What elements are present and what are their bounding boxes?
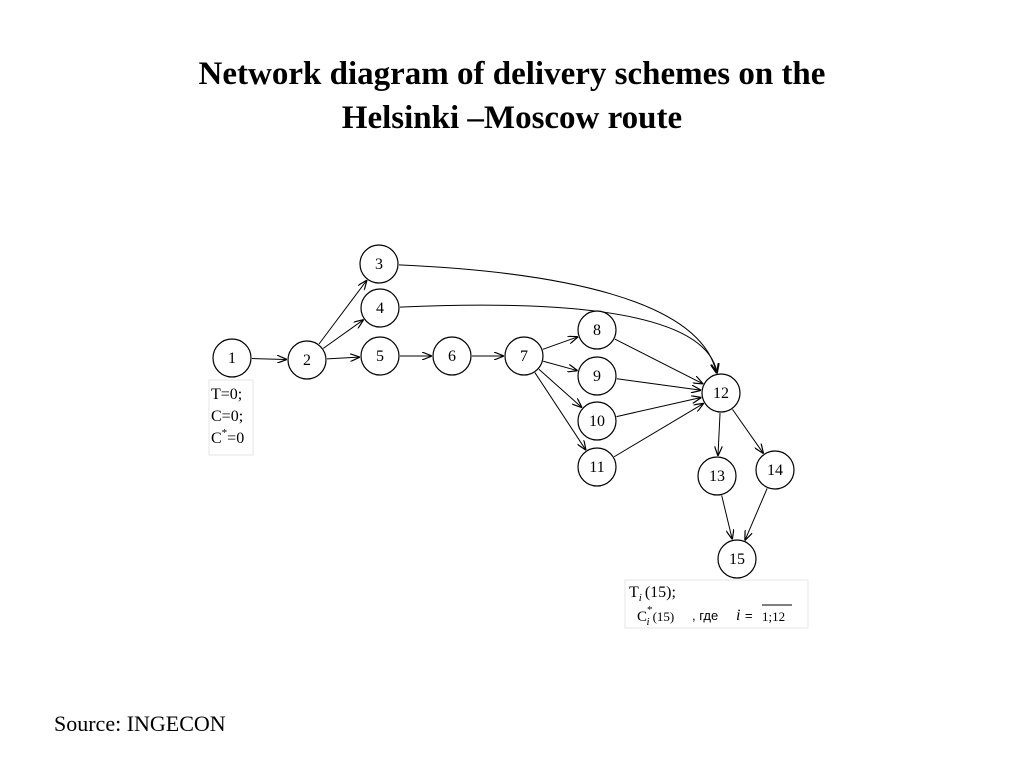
end-c: C* i (15) [637,604,675,628]
title-line-2: Helsinki –Moscow route [341,100,683,136]
edge-7-to-8 [543,337,577,349]
edge-2-to-5 [327,357,359,359]
node-11-label: 11 [589,459,605,476]
node-5 [361,337,399,375]
node-2-label: 2 [303,352,311,369]
node-12 [702,374,740,412]
edge-10-to-12 [617,398,701,417]
node-15 [718,540,756,578]
node-10-label: 10 [589,413,605,430]
node-7 [505,337,543,375]
node-1-label: 1 [228,350,236,367]
node-6 [433,337,471,375]
end-where: , где [692,608,719,623]
edge-14-to-15 [745,488,767,539]
node-15-label: 15 [729,551,745,568]
edge-9-to-12 [617,379,700,390]
node-9 [578,357,616,395]
node-13 [698,457,736,495]
end-range: 1;12 [762,609,786,624]
edge-7-to-9 [543,361,576,370]
node-9-label: 9 [593,368,601,385]
edge-1-to-2 [252,359,286,360]
end-i: i [736,607,741,624]
start-c: C=0; [211,408,244,425]
title-line-1: Network diagram of delivery schemes on the [198,56,826,92]
edge-12-to-14 [732,409,762,452]
node-4-label: 4 [376,300,384,317]
start-cstar: C*=0 [211,427,245,447]
node-10 [578,402,616,440]
end-t: $T_i$ (15); [629,584,676,604]
start-annotation [209,380,253,455]
node-8 [578,311,616,349]
end-annotation [625,580,808,628]
node-7-label: 7 [520,348,528,365]
edge-11-to-12 [614,404,703,457]
edge-7-to-11 [535,373,585,450]
edge-13-to-15 [722,495,732,538]
end-equals: = [745,608,753,623]
edge-2-to-4 [323,320,363,348]
node-1 [213,339,251,377]
node-14 [756,451,794,489]
node-14-label: 14 [767,462,783,479]
node-2 [288,341,326,379]
node-5-label: 5 [376,348,384,365]
edge-12-to-13 [718,413,720,455]
edges [252,265,767,540]
node-8-label: 8 [593,322,601,339]
node-11 [578,448,616,486]
node-3-label: 3 [375,256,383,273]
node-12-label: 12 [713,385,729,402]
nodes [213,245,794,578]
node-3 [360,245,398,283]
source-note: Source: INGECON [54,711,226,736]
edge-8-to-12 [615,339,702,383]
node-13-label: 13 [709,468,725,485]
node-4 [361,289,399,327]
start-t: T=0; [211,386,243,403]
node-6-label: 6 [448,348,456,365]
